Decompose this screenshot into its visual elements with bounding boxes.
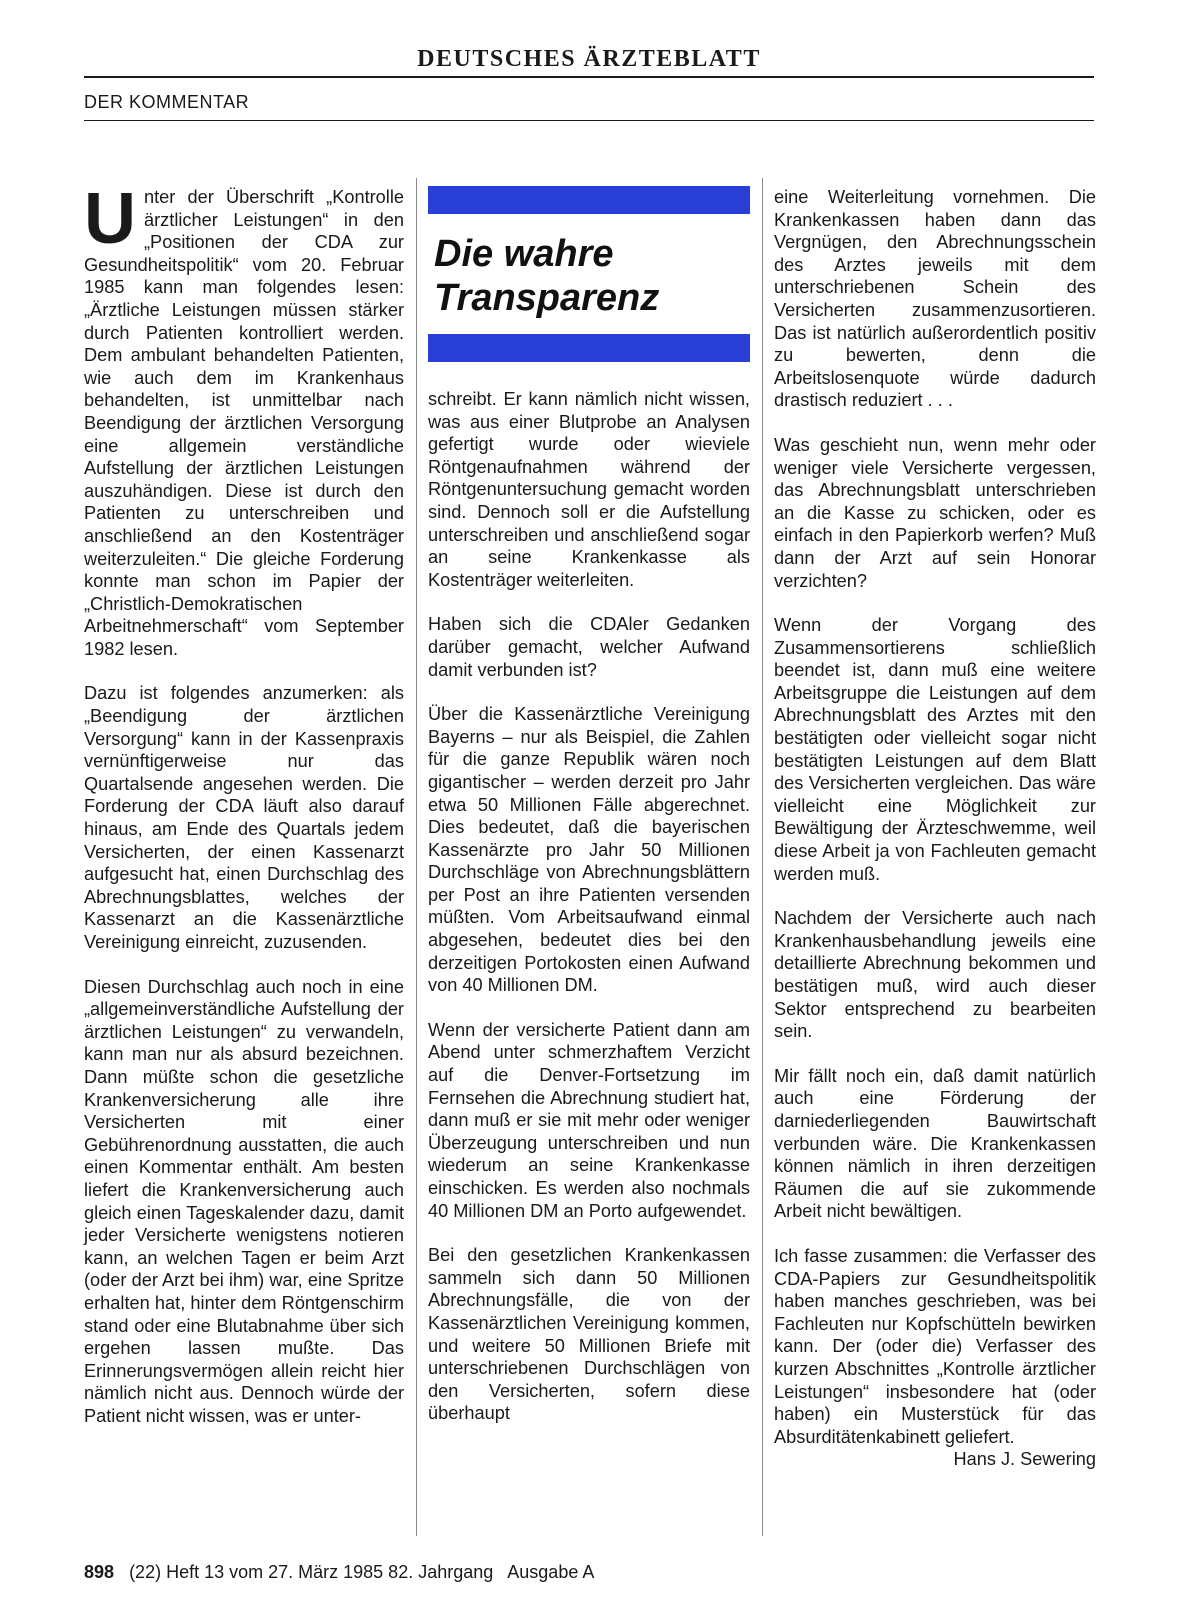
paragraph — [774, 1245, 1096, 1470]
paragraph: Nachdem der Versicherte auch nach Krankenhausbehandlung jeweils eine detaillierte Abrechnung bekommen und bestätigen muß, wird auch dieser Sektor entsprechend zu bearbeiten sein. — [774, 908, 1096, 1042]
paragraph: Über die Kassenärztliche Vereinigung Bayerns – nur als Beispiel, die Zahlen für die ganze Republik wären noch gigantischer – werden derzeit pro Jahr etwa 50 Millionen Fälle abgerechnet. Dies bedeutet, daß die bayerischen Kassenärzte pro Jahr 50 Millionen Durchschläge von Abrechnungsblättern per Post an ihre Patienten versenden müßten. Vom Arbeitsaufwand einmal abgesehen, bedeutet dies bei den derzeitigen Portokosten einen Aufwand von 40 Millionen DM. — [428, 704, 750, 996]
paragraph: Diesen Durchschlag auch noch in eine „allgemeinverständliche Aufstellung der ärztlichen Leistungen“ zu verwandeln, kann man nur als absurd bezeichnen. Dann müßte schon die gesetzliche Krankenversicherung alle ihre Versicherten mit einer Gebührenordnung ausstatten, die auch einen Kommentar enthält. Am besten liefert die Krankenversicherung auch gleich einen Tageskalender dazu, damit jeder Versicherte wenigstens notieren kann, an welchen Tagen er beim Arzt (oder der Arzt bei ihm) war, eine Spritze erhalten hat, hinter dem Röntgenschirm stand oder eine Blutabnahme über sich ergehen lassen mußte. Das Erinnerungsvermögen allein reicht hier nämlich nicht aus. Dennoch würde der Patient nicht wissen, was er unter- — [84, 976, 404, 1426]
column-divider — [416, 178, 417, 1536]
headline-line-1: Die wahre — [434, 233, 614, 275]
headline-line-2: Transparenz — [434, 277, 660, 319]
paragraph: Was geschieht nun, wenn mehr oder weniger viele Versicherte vergessen, das Abrechnungsblatt unterschrieben an die Kasse zu schicken, oder es einfach in den Papierkorb werfen? Muß dann der Arzt auf sein Honorar verzichten? — [774, 434, 1096, 591]
edition-label: Ausgabe A — [507, 1562, 595, 1582]
masthead: DEUTSCHES ÄRZTEBLATT — [417, 46, 761, 72]
column-divider — [762, 178, 763, 1536]
headline-bar-bottom — [428, 334, 750, 362]
paragraph: Bei den gesetzlichen Krankenkassen sammeln sich dann 50 Millionen Abrechnungsfälle, die von der Kassenärztlichen Vereinigung kommen, und weitere 50 Millionen Briefe mit unterschriebenen Durchschlägen von den Versicherten, sofern diese überhaupt — [428, 1245, 750, 1424]
paragraph: eine Weiterleitung vornehmen. Die Krankenkassen haben dann das Vergnügen, den Abrechnungsschein des Arztes jeweils mit dem unterschriebenen Schein des Versicherten zusammenzusortieren. Das ist natürlich außerordentlich positiv zu bewerten, denn die Arbeitslosenquote würde dadurch drastisch reduziert . . . — [774, 187, 1096, 411]
drop-cap: U — [84, 179, 136, 259]
paragraph-text: Ich fasse zusammen: die Verfasser des CDA-Papiers zur Gesundheitspolitik haben manches geschrieben, was bei Fachleuten nur Kopfschütteln bewirken kann. Der (oder die) Verfasser des kurzen Abschnittes „Kontrolle ärztlicher Leistungen“ insbesondere hat (oder haben) ein Musterstück für das Absurditätenkabinett geliefert. — [774, 1245, 1096, 1447]
paragraph — [84, 179, 404, 660]
section-label: DER KOMMENTAR — [84, 92, 250, 112]
paragraph-text: nter der Überschrift „Kontrolle ärztlicher Leistungen“ in den „Positionen der CDA zur Gesundheitspolitik“ vom 20. Februar 1985 kann man folgendes lesen: „Ärztliche Leistungen müssen stärker durch Patienten kontrolliert werden. Dem ambulant behandelten Patienten, wie auch dem im Krankenhaus behandelten, ist unmittelbar nach Beendigung der ärztlichen Versorgung eine allgemein verständliche Aufstellung der ärztlichen Leistungen auszuhändigen. Diese ist durch den Patienten zu unterschreiben und anschließend an den Kostenträger weiterzuleiten.“ Die gleiche Forderung konnte man schon im Papier der „Christlich-Demokratischen Arbeitnehmerschaft“ vom September 1982 lesen. — [84, 187, 404, 659]
masthead-rule — [84, 76, 1094, 78]
article-column-2 — [428, 388, 750, 1447]
paragraph: Wenn der versicherte Patient dann am Abend unter schmerzhaftem Verzicht auf die Denver-Fortsetzung im Fernsehen die Abrechnung studiert hat, dann muß er sie mit mehr oder weniger Überzeugung unterschreiben und nun wiederum an seine Krankenkasse einschicken. Es werden also nochmals 40 Millionen DM an Porto aufgewendet. — [428, 1019, 750, 1221]
issue-info: (22) Heft 13 vom 27. März 1985 82. Jahrgang — [129, 1562, 494, 1582]
headline — [434, 232, 746, 320]
author-signature: Hans J. Sewering — [953, 1449, 1096, 1470]
paragraph: Wenn der Vorgang des Zusammensortierens schließlich beendet ist, dann muß eine weitere Arbeitsgruppe die Leistungen auf dem Abrechnungsblatt des Arztes mit den bestätigten oder vielleicht sogar nicht bestätigten Leistungen auf dem Blatt des Versicherten vergleichen. Das wäre vielleicht eine Möglichkeit zur Bewältigung der Ärzteschwemme, weil diese Arbeit ja von Fachleuten gemacht werden muß. — [774, 615, 1096, 884]
page-number: 898 — [84, 1562, 115, 1582]
paragraph: schreibt. Er kann nämlich nicht wissen, was aus einer Blutprobe an Analysen gefertigt wurde oder wieviele Röntgenaufnahmen während der Röntgenuntersuchung gemacht worden sind. Dennoch soll er die Aufstellung unterschreiben und anschließend sogar an seine Krankenkasse als Kostenträger weiterleiten. — [428, 389, 750, 590]
paragraph: Dazu ist folgendes anzumerken: als „Beendigung der ärztlichen Versorgung“ kann in der Kassenpraxis vernünftigerweise nur das Quartalsende angesehen werden. Die Forderung der CDA läuft also darauf hinaus, am Ende des Quartals jedem Versicherten, der einen Kassenarzt aufgesucht hat, einen Durchschlag des Abrechnungsblattes, welches der Kassenarzt an die Kassenärztliche Vereinigung einreicht, zuzusenden. — [84, 683, 404, 952]
section-rule — [84, 120, 1094, 121]
headline-bar-top — [428, 186, 750, 214]
article-column-3 — [774, 186, 1096, 1471]
paragraph: Mir fällt noch ein, daß damit natürlich auch eine Förderung der darniederliegenden Bauwirtschaft verbunden wäre. Die Krankenkassen können nämlich in ihren derzeitigen Räumen die auf sie zukommende Arbeit nicht bewältigen. — [774, 1065, 1096, 1222]
headline-box — [428, 186, 750, 366]
paragraph: Haben sich die CDAler Gedanken darüber gemacht, welcher Aufwand damit verbunden ist? — [428, 614, 750, 680]
page-footer — [84, 1560, 594, 1584]
article-column-1 — [84, 179, 404, 1449]
